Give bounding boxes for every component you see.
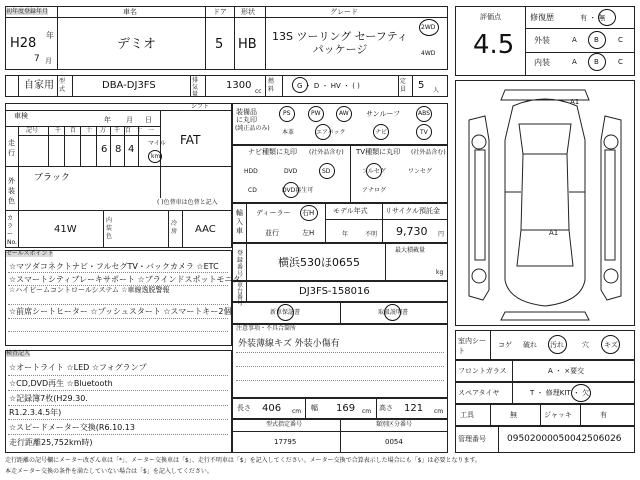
selling-1: ☆スマートシティブレーキサポート ☆ブラインドスポットモニタ bbox=[9, 275, 241, 284]
equip-sunroof: サンルーフ bbox=[366, 110, 401, 118]
reg-year-mark: 年 bbox=[46, 31, 54, 40]
fuel-options: G ・ D ・ HV ・ ( ) bbox=[297, 82, 360, 90]
designation: 17795 bbox=[274, 438, 297, 446]
glass-value: A ・ ×要交 bbox=[548, 367, 585, 375]
import-handle-left: 左H bbox=[302, 229, 315, 237]
equip-aw: AW bbox=[339, 110, 349, 117]
color-label: 外装色 bbox=[8, 177, 15, 205]
chassis-label: 車台番号 bbox=[237, 282, 244, 307]
length-label: 長さ bbox=[237, 404, 251, 412]
equip-pw: PW bbox=[311, 110, 321, 117]
selling-0: ☆マツダコネクトナビ・フルセグTV・バックカメラ ☆ETC bbox=[9, 262, 219, 271]
mh-2: 百 bbox=[70, 127, 77, 134]
navi-sd: SD bbox=[322, 168, 331, 175]
int-b: B bbox=[594, 58, 599, 66]
mh-1: 千 bbox=[55, 127, 62, 134]
tools-value: 無 bbox=[510, 411, 517, 419]
mgmt-value: 09502000050042506026 bbox=[507, 434, 622, 444]
inspection-label: 車検 bbox=[14, 112, 28, 120]
jack-label: ジャッキ bbox=[544, 411, 572, 419]
navi-hdd: HDD bbox=[244, 168, 258, 175]
footer-line-0: 走行距離の記号欄にメーター改ざん車は「*」、メーター交換車は「$」、走行不明車は「$」を記入してください。メーター交換で合算表示した場合にも「$」は必要となります。 bbox=[5, 457, 481, 464]
navi-title: ナビ種類に丸印 bbox=[248, 148, 297, 156]
notes-label: 注意事項・不具合箇所 bbox=[236, 325, 297, 332]
body-label: 形状 bbox=[241, 8, 255, 16]
width-unit: cm bbox=[362, 408, 372, 415]
designation-label: 型式指定番号 bbox=[266, 421, 303, 428]
import-label: 輸入車 bbox=[236, 209, 243, 235]
seat-opt-0: コゲ bbox=[498, 341, 512, 349]
vehicle-name: デミオ bbox=[117, 37, 157, 52]
mh-6: 百 bbox=[125, 127, 132, 134]
equip-abs: ABS bbox=[418, 110, 430, 117]
mile-digit-2: 4 bbox=[128, 144, 135, 155]
int-a: A bbox=[572, 58, 577, 66]
mh-8: 一 bbox=[148, 127, 155, 134]
repair-options: 有 ・ 無 bbox=[580, 14, 606, 22]
door-label: ドア bbox=[213, 8, 227, 16]
length: 406 bbox=[262, 403, 282, 414]
chassis-value: DJ3FS-158016 bbox=[299, 286, 370, 297]
insp-line-0: ☆オートライト ☆LED ☆フォグランプ bbox=[9, 363, 147, 372]
tv-fullseg: フルセグ bbox=[362, 168, 386, 175]
mark-a1-front: A1 bbox=[570, 98, 580, 106]
navi-sub: (社外品含む) bbox=[309, 149, 344, 156]
drive-4wd: 4WD bbox=[421, 50, 436, 57]
selling-3: ☆前席シートヒーター ☆プッシュスタート ☆スマートキー2個 bbox=[9, 307, 232, 316]
cc-unit: cc bbox=[255, 88, 262, 95]
width-label: 幅 bbox=[311, 404, 318, 412]
color-code-label: カラーNo. bbox=[7, 215, 17, 246]
import-handle: 右H bbox=[302, 209, 315, 217]
body-type: HB bbox=[238, 37, 257, 52]
mh-4: 万 bbox=[100, 127, 107, 134]
mh-7: 十 bbox=[136, 127, 143, 134]
equip-airbag: エアバック bbox=[316, 129, 346, 136]
mark-a1-rear: A1 bbox=[549, 229, 559, 237]
height-unit: cm bbox=[434, 408, 444, 415]
int-c: C bbox=[618, 58, 623, 66]
ac-label: 冷房 bbox=[171, 220, 178, 235]
grade-label: グレード bbox=[330, 8, 358, 16]
insp-line-4: ☆スピードメーター交換(R6.10.13 bbox=[9, 423, 135, 432]
fuel-label: 燃料 bbox=[268, 78, 275, 93]
import-parallel: 並行 bbox=[265, 229, 279, 237]
insp-day: 日 bbox=[145, 116, 152, 124]
mh-0: 記号 bbox=[26, 127, 39, 134]
recycle-value: 9,730 bbox=[396, 225, 428, 238]
equip-leather: 本革 bbox=[282, 129, 295, 136]
tv-title: TV種類に丸印 bbox=[356, 148, 401, 156]
reg-month: 7 bbox=[34, 54, 40, 64]
km-unit: km bbox=[151, 153, 161, 160]
seat-opt-3: 穴 bbox=[582, 341, 589, 349]
selling-label: セールスポイント bbox=[6, 250, 54, 257]
drive-2wd: 2WD bbox=[421, 24, 436, 31]
mh-3: 十 bbox=[86, 127, 93, 134]
spare-label: スペアタイヤ bbox=[458, 389, 500, 397]
tv-analog: アナログ bbox=[362, 187, 387, 194]
length-unit: cm bbox=[292, 408, 302, 415]
width: 169 bbox=[336, 403, 356, 414]
ac-value: AAC bbox=[195, 224, 216, 235]
seat-opt-4: キズ bbox=[604, 341, 618, 349]
insp-line-1: ☆CD,DVD再生 ☆Bluetooth bbox=[9, 379, 113, 388]
insp-month: 月 bbox=[126, 116, 133, 124]
glass-label: フロントガラス bbox=[458, 367, 507, 375]
mh-5: 千 bbox=[114, 127, 121, 134]
mile-unit: マイル bbox=[148, 140, 166, 147]
category: 0054 bbox=[385, 438, 403, 446]
insp-line-2: ☆記録簿7枚(H29.30. bbox=[9, 394, 88, 403]
mile-digit-1: 8 bbox=[115, 144, 122, 155]
reg-era: H28 bbox=[10, 36, 37, 51]
interior-color-label: 内装色 bbox=[106, 217, 113, 240]
tv-sub: (社外品含む) bbox=[411, 149, 446, 156]
ext-a: A bbox=[572, 36, 577, 44]
equip-navi: ナビ bbox=[375, 129, 388, 136]
seat-label: 室内シート bbox=[458, 337, 486, 355]
reg-year-label: 初年度登録年月 bbox=[6, 8, 49, 15]
insp-line-5: 走行距離25,752km時) bbox=[9, 438, 93, 447]
eval-score: 4.5 bbox=[473, 30, 515, 60]
shift-label: シフト bbox=[191, 103, 210, 110]
displacement: 1300 bbox=[226, 80, 252, 91]
insp-year: 年 bbox=[104, 116, 111, 124]
insp-line-3: R1.2.3.4.5年) bbox=[9, 408, 62, 417]
equip-title: 装備品に丸印 bbox=[236, 108, 257, 124]
plate-value: 横浜530ほ0655 bbox=[278, 256, 360, 269]
equip-tv: TV bbox=[420, 129, 428, 136]
import-dealer: ディーラー bbox=[256, 209, 291, 217]
navi-dvd-play: DVD再生可 bbox=[282, 187, 314, 194]
notes-value: 外装薄線キズ 外装小傷有 bbox=[238, 339, 340, 349]
displacement-label: 排気量 bbox=[192, 77, 199, 98]
car-diagram bbox=[455, 80, 635, 326]
exterior-label: 外装 bbox=[534, 36, 550, 45]
doors: 5 bbox=[215, 37, 224, 52]
notes-box bbox=[232, 324, 448, 398]
jack-value: 有 bbox=[600, 411, 607, 419]
warranty: 新車保証書 bbox=[270, 309, 301, 316]
height-label: 高さ bbox=[379, 404, 393, 412]
reg-month-unit: 月 bbox=[45, 57, 52, 65]
interior-circle bbox=[588, 53, 606, 71]
ext-b: B bbox=[594, 36, 599, 44]
inspector-label: 検査記入 bbox=[6, 350, 31, 357]
kit-circle bbox=[571, 384, 591, 402]
equip-ps: PS bbox=[283, 110, 291, 117]
navi-dvd: DVD bbox=[284, 168, 298, 175]
repair-label: 修復歴 bbox=[530, 13, 554, 22]
tv-oneseg: ワンセグ bbox=[408, 168, 433, 175]
color-note: ( )色替車は色替と記入 bbox=[157, 199, 218, 206]
capacity: 5 bbox=[418, 80, 425, 91]
mile-digit-0: 6 bbox=[101, 144, 108, 155]
manual: 取扱説明書 bbox=[378, 309, 409, 316]
recycle-unit: 円 bbox=[438, 231, 445, 238]
model-code: DBA-DJ3FS bbox=[102, 80, 156, 91]
load-label: 最大積載量 bbox=[395, 247, 426, 254]
repair-circle bbox=[598, 9, 616, 26]
model-year-label: モデル年式 bbox=[333, 207, 368, 215]
navi-cd: CD bbox=[248, 187, 257, 194]
tools-label: 工具 bbox=[460, 411, 474, 419]
shift-value: FAT bbox=[180, 133, 201, 147]
reg-type: 自家用 bbox=[24, 80, 54, 91]
model-year-unknown: 不明 bbox=[365, 231, 378, 238]
capacity-label: 定員 bbox=[400, 78, 407, 93]
model-label: 型式 bbox=[59, 78, 66, 93]
spare-value: T ・ 修理KIT ・ 欠 bbox=[530, 389, 590, 397]
footer-line-1: 本走メーター交換の条件を満たしていない場合は「$」を記入してください。 bbox=[5, 468, 213, 475]
mgmt-label: 管理番号 bbox=[458, 435, 486, 443]
seat-opt-1: 破れ bbox=[523, 341, 537, 349]
color-value: ブラック bbox=[34, 173, 70, 183]
mileage-label: 走行 bbox=[8, 139, 15, 157]
category-label: 類別区分番号 bbox=[376, 421, 413, 428]
capacity-unit: 人 bbox=[433, 87, 440, 94]
interior-label: 内装 bbox=[534, 58, 550, 67]
equip-sub: (純正品のみ) bbox=[235, 125, 270, 132]
selling-2: ☆ハイビームコントロールシステム ☆車線逸脱警報 bbox=[9, 286, 170, 294]
name-label: 車名 bbox=[123, 8, 137, 16]
height: 121 bbox=[404, 403, 424, 414]
plate-label: 登録番号 bbox=[237, 250, 244, 278]
load-unit: kg bbox=[436, 269, 444, 276]
ext-c: C bbox=[618, 36, 623, 44]
grade: 13S ツーリング セーフティパッケージ bbox=[272, 30, 408, 56]
exterior-circle bbox=[588, 31, 606, 49]
seat-opt-2: 汚れ bbox=[550, 341, 564, 349]
recycle-label: リサイクル預託金 bbox=[385, 207, 441, 215]
eval-label: 評価点 bbox=[480, 13, 501, 21]
color-code: 41W bbox=[54, 224, 77, 235]
model-year-year: 年 bbox=[342, 231, 349, 238]
fuel-circle bbox=[292, 77, 308, 93]
